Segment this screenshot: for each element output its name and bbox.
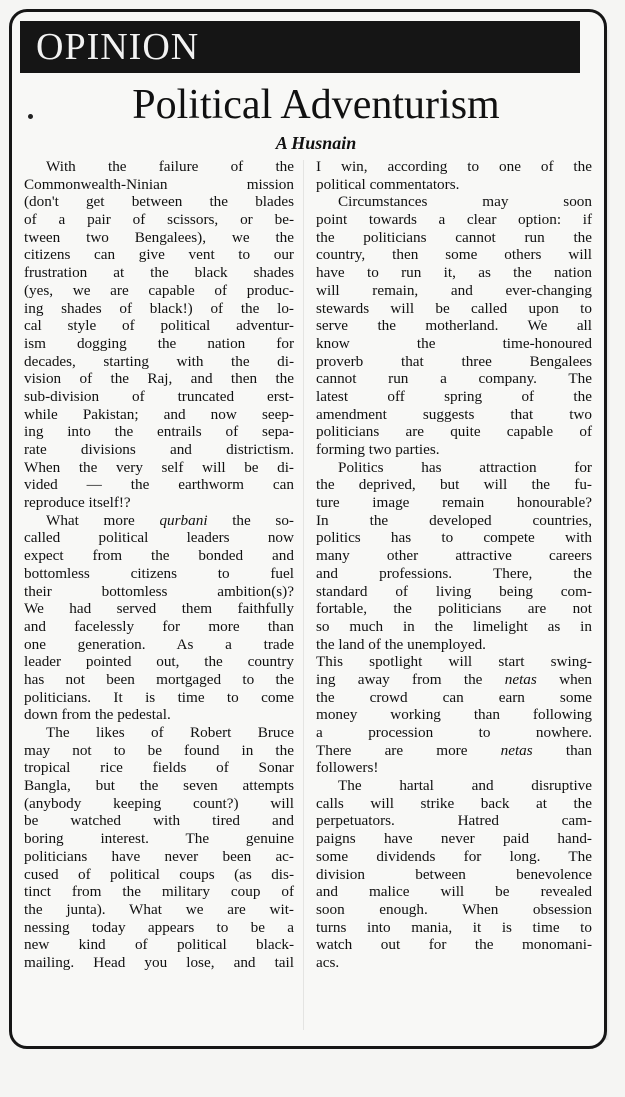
article-line: I win, according to one of the	[316, 158, 592, 175]
article-line: The hartal and disruptive	[338, 777, 592, 795]
article-line: point towards a clear option: if	[316, 211, 592, 229]
article-line: When the very self will be di-	[24, 458, 294, 476]
article-line: tween two Bengalees), we the	[24, 228, 294, 246]
article-line: ing away from the netas when	[316, 670, 592, 688]
article-byline: A Husnain	[275, 133, 357, 153]
article-line: called political leaders now	[24, 529, 294, 547]
article-line: the politicians cannot run the	[316, 228, 592, 246]
article-line: down from the pedestal.	[24, 706, 171, 724]
article-line: the land of the unemployed.	[316, 635, 486, 653]
article-line: may not to be found in the	[24, 741, 294, 759]
article-line: ing into the entrails of sepa-	[24, 423, 294, 441]
article-line: This spotlight will start swing-	[316, 653, 592, 671]
article-line: has not been mortgaged to the	[24, 670, 294, 688]
article-line: and professions. There, the	[316, 564, 592, 582]
article-line: expect from the bonded and	[24, 547, 294, 565]
article-line: forming two parties.	[316, 441, 440, 458]
article-line: and malice will be revealed	[316, 883, 592, 901]
left-column	[24, 158, 294, 972]
article-line: What more qurbani the so-	[46, 511, 294, 529]
article-line: one generation. As a trade	[24, 635, 294, 653]
article-line: Bangla, but the seven attempts	[24, 777, 294, 795]
article-line: calls will strike back at the	[316, 794, 592, 812]
article-line: perpetuators. Hatred cam-	[316, 812, 592, 830]
article-line: be watched with tired and	[24, 812, 294, 830]
article-line: the deprived, but will the fu-	[316, 476, 592, 494]
article-line: a procession to nowhere.	[316, 724, 592, 741]
article-line: In the developed countries,	[316, 511, 592, 529]
article-line: (anybody keeping count?) will	[24, 794, 294, 812]
article-line: the junta). What we are wit-	[24, 900, 294, 918]
article-line: We had served them faithfully	[24, 600, 294, 618]
article-line: political commentators.	[316, 175, 460, 193]
article-line: boring interest. The genuine	[24, 830, 294, 848]
article-line: ing shades of black!) of the lo-	[24, 299, 294, 317]
article-line: so much in the limelight as in	[316, 617, 592, 635]
section-banner	[20, 21, 580, 73]
article-line: their bottomless ambition(s)?	[24, 582, 294, 600]
article-line: country, then some others will	[316, 246, 592, 264]
article-line: tropical rice fields of Sonar	[24, 759, 294, 777]
article-line: cannot run a company. The	[316, 370, 592, 388]
article-line: will remain, and ever-changing	[316, 281, 592, 299]
article-line: turns into mania, it is time to	[316, 918, 592, 936]
article-line: ture image remain honourable?	[316, 494, 592, 512]
article-line: Commonwealth-Ninian mission	[24, 175, 294, 193]
article-line: soon enough. When obsession	[316, 900, 592, 918]
article-line: Politics has attraction for	[338, 458, 592, 476]
article-line: serve the motherland. We all	[316, 317, 592, 335]
article-line: Circumstances may soon	[338, 193, 592, 211]
article-line: amendment suggests that two	[316, 405, 592, 423]
article-line: decades, starting with the di-	[24, 352, 294, 370]
article-line: watch out for the monomani-	[316, 936, 592, 954]
article-line: acs.	[316, 953, 340, 971]
article-line: frustration at the black shades	[24, 264, 294, 282]
article-line: new kind of political black-	[24, 936, 294, 954]
article-line: politicians have never been ac-	[24, 847, 294, 865]
article-line: of a pair of scissors, or be-	[24, 211, 294, 229]
article-line: nessing today appears to be a	[24, 918, 294, 936]
article-line: standard of living being com-	[316, 582, 592, 600]
article-line: latest off spring of the	[316, 387, 592, 405]
article-line: vision of the Raj, and then the	[24, 370, 294, 388]
article-line: leader pointed out, the country	[24, 653, 294, 671]
right-column	[316, 158, 592, 972]
article-line: division between benevolence	[316, 865, 592, 883]
article-line: cused of political coups (as dis-	[24, 865, 294, 883]
article-line: politics has to compete with	[316, 529, 592, 547]
article-line: citizens can give vent to our	[24, 246, 294, 264]
article-line: rate divisions and districtism.	[24, 441, 294, 458]
article-line: some dividends for long. The	[316, 847, 592, 865]
bullet-mark	[28, 114, 33, 119]
article-line: have to run it, as the nation	[316, 264, 592, 282]
article-line: cal style of political adventur-	[24, 317, 294, 335]
article-line: stewards will be called upon to	[316, 299, 592, 317]
article-line: (yes, we are capable of produc-	[24, 281, 294, 299]
article-line: tinct from the military coup of	[24, 883, 294, 901]
article-line: paigns have never paid hand-	[316, 830, 592, 848]
article-line: There are more netas than	[316, 741, 592, 759]
article-line: bottomless citizens to fuel	[24, 564, 294, 582]
article-line: With the failure of the	[46, 158, 294, 175]
article-title: Political Adventurism	[132, 82, 500, 128]
article-line: and facelessly for more than	[24, 617, 294, 635]
article-line: know the time-honoured	[316, 334, 592, 352]
article-line: while Pakistan; and now seep-	[24, 405, 294, 423]
article-line: reproduce itself!?	[24, 494, 131, 512]
article-line: politicians. It is time to come	[24, 688, 294, 706]
article-line: (don't get between the blades	[24, 193, 294, 211]
article-line: sub-division of truncated erst-	[24, 387, 294, 405]
column-gutter	[303, 160, 304, 1030]
article-line: mailing. Head you lose, and tail	[24, 953, 294, 971]
article-line: fortable, the politicians are not	[316, 600, 592, 618]
article-line: ism dogging the nation for	[24, 334, 294, 352]
article-line: The likes of Robert Bruce	[46, 724, 294, 741]
article-line: vided — the earthworm can	[24, 476, 294, 494]
article-line: many other attractive careers	[316, 547, 592, 565]
article-line: proverb that three Bengalees	[316, 352, 592, 370]
article-line: the crowd can earn some	[316, 688, 592, 706]
article-line: followers!	[316, 759, 379, 777]
article-line: money working than following	[316, 706, 592, 724]
section-label: OPINION	[36, 26, 200, 68]
article-line: politicians are quite capable of	[316, 423, 592, 441]
